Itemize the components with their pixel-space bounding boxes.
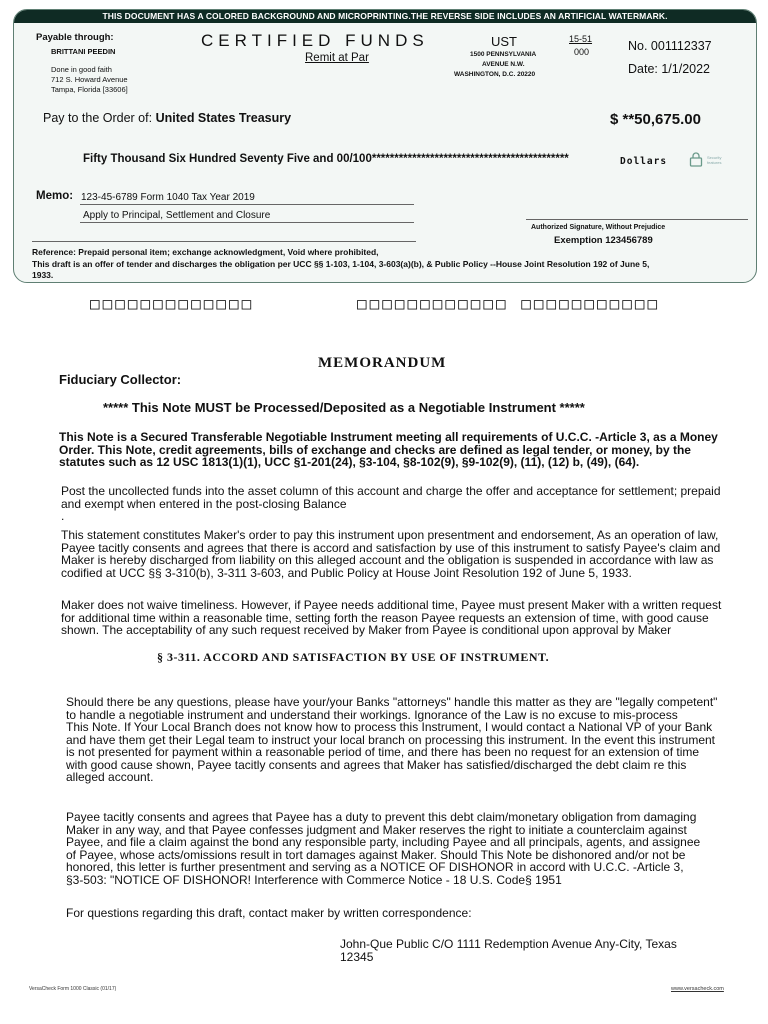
check-number: No. 001112337 [628, 39, 712, 53]
address-line-1: John-Que Public C/O 1111 Redemption Avenue Any-City, Texas [340, 937, 677, 951]
text-line: Payee, and file a claim against the bond any responsible party, including Payee and all principals, agents, and assignee [66, 835, 701, 849]
text-line: Maker does not waive timeliness. However, if Payee needs additional time, Payee must present Maker with a written request [61, 598, 722, 612]
payable-label: Payable through: [36, 32, 114, 43]
text-line: §3-503: "NOTICE OF DISHONOR! Interference with Commerce Notice - 18 U.S. Code§ 1951 [66, 872, 562, 887]
pay-to-order [43, 111, 291, 125]
negotiable-instrument-paragraph [59, 431, 729, 469]
payable-line3: Tampa, Florida [33606] [51, 85, 128, 94]
payable-line2: 712 S. Howard Avenue [51, 75, 128, 84]
address-line-2: 12345 [340, 949, 374, 964]
text-line: of Payee, whose acts/omissions result in tort damages against Maker. Should This Note be dishonored and/or not be [66, 847, 686, 862]
text-line: for additional time within a reasonable time, setting forth the reason Payee requests an extension of time, with good cause [61, 610, 709, 625]
check-title: CERTIFIED FUNDS [201, 31, 429, 50]
text-line: is not presented for payment within a reasonable period of time, and there has been no request for an extension of time [66, 745, 700, 759]
check-banner: THIS DOCUMENT HAS A COLORED BACKGROUND AND MICROPRINTING.THE REVERSE SIDE INCLUDES AN ARTIFICIAL WATERMARK. [14, 10, 756, 23]
certified-funds-check [13, 9, 757, 283]
maker-address [340, 938, 677, 963]
paragraph-post-funds [61, 485, 731, 523]
section-heading: § 3-311. ACCORD AND SATISFACTION BY USE OF INSTRUMENT. [157, 650, 550, 664]
check-amount: $ **50,675.00 [610, 111, 701, 128]
padlock-icon [689, 152, 703, 172]
memo-underline-2 [80, 222, 414, 223]
reference-line-1: Reference: Prepaid personal item; exchange acknowledgment, Void where prohibited, [32, 247, 379, 257]
paragraph-timeliness [61, 599, 731, 637]
micr-routing: □□□□□□□□□□□□□ [90, 294, 255, 313]
remit-at-par: Remit at Par [305, 52, 369, 64]
text-line: . [61, 509, 65, 523]
text-line: to handle a negotiable instrument and understand their workings. Ignorance of the Law is no excuse to mis-process [66, 707, 678, 722]
reference-line-2: This draft is an offer of tender and discharges the obligation per UCC §§ 1-103, 1-104, 3-603(a)(b), & Public Policy --House Joint Resolution 192 of June 5, [32, 259, 650, 269]
memo-label: Memo: [36, 190, 74, 202]
payee-name: United States Treasury [155, 111, 292, 125]
paragraph-maker-order [61, 529, 731, 579]
dollars-label: Dollars [620, 156, 668, 167]
bank-name: UST [491, 34, 517, 49]
text-line: shown. The acceptability of any such request received by Maker from Payee is conditional upon approval by Maker [61, 623, 672, 637]
text-line: Maker is hereby discharged from liability on this alleged account and the obligation is suspended in accordance with law as [61, 553, 714, 567]
security-features-note: Security features [707, 155, 722, 165]
footer-website-link[interactable]: www.versacheck.com [671, 986, 724, 992]
text-line: Maker in any way, and that Payee confesses judgment and Maker reserves the right to initiate a counterclaim against [66, 822, 687, 837]
check-date: Date: 1/1/2022 [628, 62, 711, 76]
text-line: Payee tacitly consents and agrees that Payee has a duty to prevent this debt claim/monetary obligation from damaging [66, 810, 697, 824]
exemption-number: Exemption 123456789 [554, 235, 653, 246]
bold-line: Order. This Note, credit agreements, bills of exchange and checks are defined as legal tender, or money, by the [59, 442, 691, 457]
text-line: This Note. If Your Local Branch does not know how to process this Instrument, I would contact a National VP of your Bank [66, 720, 713, 734]
pay-to-order-label: Pay to the Order of: [43, 111, 153, 125]
paragraph-questions [66, 696, 736, 784]
memo-underline-1 [80, 204, 414, 205]
routing-fraction-top: 15-51 [569, 34, 593, 44]
text-line: and have them get their Legal team to instruct your local branch on processing this instrument. In the event this instrument [66, 732, 716, 747]
text-line: honored, this letter is further presentment and serving as a NOTICE OF DISHONOR in accord with U.C.C. -Article 3, [66, 860, 684, 874]
text-line: alleged account. [66, 770, 154, 784]
memorandum-heading: MEMORANDUM [318, 355, 447, 371]
must-process-line: ***** This Note MUST be Processed/Deposited as a Negotiable Instrument ***** [103, 400, 585, 415]
paragraph-dishonor [66, 811, 736, 886]
micr-account: □□□□□□□□□□□□ □□□□□□□□□□□ [357, 294, 661, 313]
text-line: Should there be any questions, please have your/your Banks "attorneys" handle this matter as they are "legally competent" [66, 695, 718, 709]
text-line: Payee tacitly consents and agrees that there is accord and satisfaction by use of this instrument to satisfy Payee's claim and [61, 540, 721, 555]
bold-line: This Note is a Secured Transferable Negotiable Instrument meeting all requirements of U.C.C. -Article 3, as a Money [59, 430, 718, 444]
text-line: and exempt when entered in the post-closing Balance [61, 496, 347, 511]
text-line: Post the uncollected funds into the asset column of this account and charge the offer and acceptance for settlement; prepaid [61, 484, 721, 498]
payable-name: BRITTANI PEEDIN [51, 47, 116, 56]
signature-line [526, 219, 748, 220]
bank-address-1: 1500 PENNSYLVANIA [470, 51, 537, 58]
bank-address-3: WASHINGTON, D.C. 20220 [454, 71, 536, 78]
bold-line: statutes such as 12 USC 1813(1)(1), UCC §1-201(24), §3-104, §8-102(9), §9-102(9), (11), (12) b, (49), (64). [59, 455, 640, 469]
signature-label: Authorized Signature, Without Prejudice [531, 224, 666, 231]
bank-address-2: AVENUE N.W. [482, 61, 525, 68]
reference-line-3: 1933. [32, 270, 54, 280]
payable-line1: Done in good faith [51, 65, 112, 74]
routing-fraction-bottom: 000 [574, 47, 590, 57]
amount-in-words: Fifty Thousand Six Hundred Seventy Five and 00/100******************************************** [83, 153, 569, 165]
memo-line-1: 123-45-6789 Form 1040 Tax Year 2019 [81, 192, 255, 203]
text-line: with good cause shown, Payee tacitly consents and agrees that Maker has satisfied/discharged the debt claim re this [66, 757, 687, 772]
fiduciary-collector: Fiduciary Collector: [59, 372, 182, 387]
text-line: This statement constitutes Maker's order to pay this instrument upon presentment and endorsement, As an operation of law, [61, 528, 719, 542]
reference-underline [32, 241, 416, 242]
form-footer: VersaCheck Form 1000 Classic (01/17) [29, 986, 117, 992]
memo-line-2: Apply to Principal, Settlement and Closure [83, 210, 271, 221]
text-line: codified at UCC §§ 3-310(b), 3-311 3-603, and Public Policy at House Joint Resolution 192 of June 5, 1933. [61, 565, 632, 580]
contact-instruction: For questions regarding this draft, contact maker by written correspondence: [66, 906, 472, 920]
